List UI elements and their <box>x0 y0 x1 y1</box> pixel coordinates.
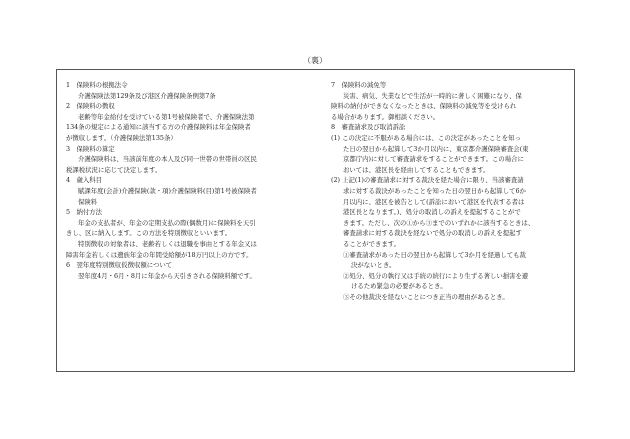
appeal-paragraph-1-line: 京都庁内)に対して審査請求をすることができます。この場合に <box>343 155 524 164</box>
section-5-text-line: 特別徴収の対象者は、老齢若しくは退職を事由とする年金又は <box>78 239 257 248</box>
section-3-title: 3 保険料の算定 <box>66 144 115 153</box>
section-2-text-line: 134条の規定による通知に該当する方の介護保険料は年金保険者 <box>66 123 251 132</box>
section-7-text-line: 険料の納付ができなくなったときは、保険料の減免等を受けられ <box>331 102 517 111</box>
appeal-paragraph-1-line: (1) この決定に不服がある場合には、この決定があったことを知っ <box>331 133 521 142</box>
appeal-paragraph-1-line: おいては、港区長を経由してすることもできます。 <box>343 165 490 174</box>
section-7-title: 7 保険料の減免等 <box>331 81 387 89</box>
section-7-text-line: 災害、病気、失業などで生活が一時的に著しく困難になり、保 <box>343 91 522 100</box>
exception-item-2-line: けるため緊急の必要があるとき。 <box>351 282 447 291</box>
section-3-text-line: 税課税状況に応じて決定します。 <box>66 165 162 174</box>
appeal-paragraph-2-line: ることができます。 <box>343 239 401 248</box>
page-side-label: （裏） <box>303 56 327 65</box>
section-2-text-line: が徴収します。（介護保険法第135条） <box>66 133 177 142</box>
appeal-paragraph-2-line: きます。ただし、次の①から③までのいずれかに該当するときは、 <box>343 218 535 227</box>
section-5-text-line: 障害年金若しくは遺族年金の年間受給額が18万円以上の方です。 <box>66 250 253 259</box>
section-6-title: 6 翌年度特別徴収仮徴収額について <box>66 261 173 270</box>
appeal-paragraph-2-line: 審査請求に対する裁決を経ないで処分の取消しの訴えを提起す <box>343 229 522 238</box>
right-column <box>331 76 571 302</box>
section-2-text-line: 老齢等年金給付を受けている第1号被保険者で、介護保険法第 <box>78 112 255 121</box>
appeal-paragraph-2-line: (2) 上記(1)の審査請求に対する裁決を経た場合に限り、当該審査請 <box>331 176 524 185</box>
section-7-text-line: る場合があります。御相談ください。 <box>331 112 440 121</box>
section-4-text-line: 賦課年度(会計)介護保険(款・項)介護保険料(目)第1号被保険者 <box>78 186 257 195</box>
section-4-text-line: 保険料 <box>78 197 98 206</box>
section-2-title: 2 保険料の徴収 <box>66 102 115 111</box>
section-8-title: 8 審査請求及び取消訴訟 <box>331 123 406 132</box>
section-1-text: 介護保険法第129条及び港区介護保険条例第7条 <box>78 91 216 100</box>
section-1-title: 1 保険料の根拠法令 <box>66 81 128 89</box>
appeal-paragraph-1-line: た日の翌日から起算して3か月以内に、東京都介護保険審査会(東 <box>343 144 529 153</box>
appeal-paragraph-2-line: 月以内に、港区を被告として(訴訟において港区を代表する者は <box>343 197 525 206</box>
appeal-paragraph-2-line: 港区長となります。)、処分の取消しの訴えを提起することがで <box>343 208 521 217</box>
section-6-text: 翌年度4月・6月・8月に年金から天引きされる保険料額です。 <box>78 271 256 280</box>
exception-item-3-line: ③その他裁決を経ないことにつき正当の理由があるとき。 <box>343 292 509 301</box>
appeal-paragraph-2-line: 求に対する裁決があったことを知った日の翌日から起算して6か <box>343 186 526 195</box>
section-5-title: 5 納付方法 <box>66 208 103 217</box>
section-5-text-line: きし、区に納入します。この方法を特別徴収といいます。 <box>66 229 232 238</box>
section-5-text-line: 年金の支払者が、年金の定期支払の際(偶数月)に保険料を天引 <box>78 218 256 227</box>
exception-item-1-line: 決がないとき。 <box>351 261 396 270</box>
exception-item-2-line: ②処分、処分の執行又は手続の続行により生ずる著しい損害を避 <box>343 271 529 280</box>
section-3-text-line: 介護保険料は、当該前年度の本人及び同一世帯の世帯員の区民 <box>78 155 257 164</box>
left-column <box>66 76 321 281</box>
section-4-title: 4 歳入科目 <box>66 176 103 185</box>
exception-item-1-line: ①審査請求があった日の翌日から起算して3か月を経過しても裁 <box>343 250 526 259</box>
